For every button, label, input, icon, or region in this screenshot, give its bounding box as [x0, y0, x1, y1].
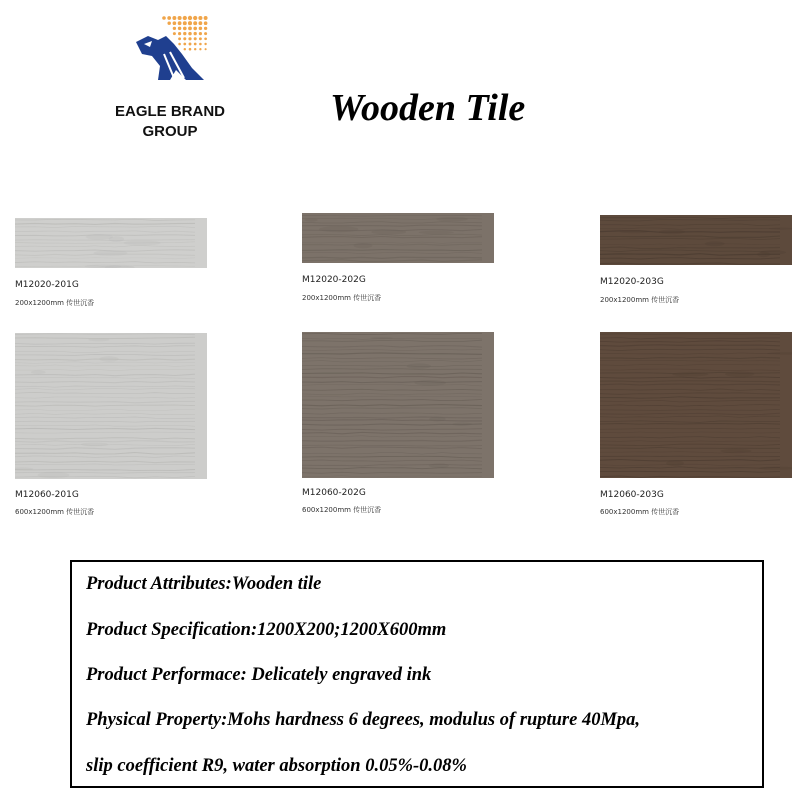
tile-code: M12060-202G [302, 488, 366, 498]
physical-property: Physical Property:Mohs hardness 6 degrees, modulus of rupture 40Mpa, [86, 710, 641, 730]
tile-size: 200x1200mm 传世沉香 [302, 294, 382, 302]
tile-swatch [302, 332, 494, 478]
tile-code: M12060-203G [600, 490, 664, 500]
brand-name [100, 102, 240, 142]
tile-swatch [600, 332, 792, 478]
tile-swatch [600, 215, 792, 265]
tile-swatch [15, 218, 207, 268]
tile-code: M12020-201G [15, 280, 79, 290]
tile-swatch [15, 333, 207, 479]
eagle-logo-icon [130, 14, 210, 84]
product-info-box [70, 560, 764, 788]
tile-size: 600x1200mm 传世沉香 [302, 506, 382, 514]
tile-swatch [302, 213, 494, 263]
brand-name-line2: GROUP [142, 123, 198, 140]
physical-property-continued: slip coefficient R9, water absorption 0.05%-0.08% [86, 756, 467, 776]
tile-size: 600x1200mm 传世沉香 [600, 508, 680, 516]
product-attributes: Product Attributes:Wooden tile [86, 574, 322, 594]
page-title: Wooden Tile [330, 87, 526, 129]
product-specification: Product Specification:1200X200;1200X600mm [86, 620, 447, 640]
tile-size: 600x1200mm 传世沉香 [15, 508, 95, 516]
tile-code: M12020-202G [302, 275, 366, 285]
brand-logo [100, 14, 240, 144]
tile-code: M12020-203G [600, 277, 664, 287]
tile-size: 200x1200mm 传世沉香 [600, 296, 680, 304]
tile-code: M12060-201G [15, 490, 79, 500]
tile-size: 200x1200mm 传世沉香 [15, 299, 95, 307]
product-performance: Product Performace: Delicately engraved ink [86, 665, 432, 685]
brand-name-line1: EAGLE BRAND [114, 103, 225, 120]
